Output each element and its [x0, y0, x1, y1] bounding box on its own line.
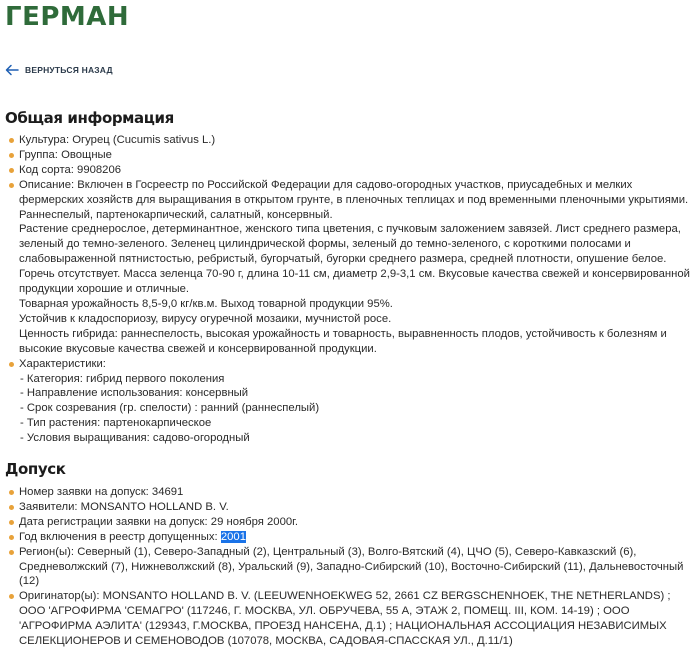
description-para: Устойчив к кладоспориозу, вирусу огуречной мозаики, мучнистой росе.: [19, 312, 392, 325]
list-item: [0, 357, 694, 446]
region-name: Восточно-Сибирский (11): [450, 560, 583, 573]
description-para: Растение среднерослое, детерминантное, женского типа цветения, с пучковым заложением завязей. Лист среднего размера, зеленый до темно-зеленого. Зеленец цилиндрической формы, зеленый до темно-зеленого, с короткими полосами и слабовыраженной пятнистостью, ребристый, бугорчатый, бугорки среднего размера, средней плотности, опушение белое. Горечь отсутствует. Масса зеленца 70-90 г, длина 10-11 см, диаметр 2,9-3,1 см. Вкусовые качества свежей и консервированной продукции хорошие и отличные.: [19, 223, 690, 296]
list-item: [0, 515, 694, 530]
list-item: [0, 530, 694, 545]
back-link-label: ВЕРНУТЬСЯ НАЗАД: [25, 65, 113, 75]
region-name: Северный (1): [77, 545, 148, 558]
registration-date-text: Дата регистрации заявки на допуск: 29 ноября 2000г.: [19, 515, 299, 528]
characteristic-item: - Условия выращивания: садово-огородный: [20, 432, 250, 445]
page-title: ГЕРМАН: [5, 2, 130, 32]
characteristic-item: - Категория: гибрид первого поколения: [20, 372, 225, 385]
originators-text: Оригинатор(ы): MONSANTO HOLLAND B. V. (LEEUWENHOEKWEG 52, 2661 CZ BERGSCHENHOEK, THE NETHERLANDS) ; ООО 'АГРОФИРМА 'СЕМАГРО' (117246, Г. МОСКВА, УЛ. ОБРУЧЕВА, 55 А, ЭТАЖ 2, ПОМЕЩ. III, КОМ. 14-19) ; ООО 'АГРОФИРМА АЭЛИТА' (129343, Г.МОСКВА, ПРОЕЗД НАНСЕНА, Д.1) ; НАЦИОНАЛЬНАЯ АССОЦИАЦИЯ НЕЗАВИСИМЫХ СЕЛЕКЦИОНЕРОВ И СЕМЕНОВОДОВ (107078, МОСКВА, САДОВАЯ-СПАССКАЯ УЛ., Д.11/1): [19, 590, 671, 648]
regions-label: Регион(ы):: [19, 545, 78, 558]
list-item: [0, 178, 694, 357]
region-name: Уральский (9): [238, 560, 311, 573]
description-para: Товарная урожайность 8,5-9,0 кг/кв.м. Выход товарной продукции 95%.: [19, 297, 393, 310]
region-name: Дальневосточный (12): [19, 560, 684, 588]
region-name: ЦЧО (5): [467, 545, 509, 558]
list-item: [0, 485, 694, 500]
list-item: [0, 133, 694, 148]
description-para: Раннеспелый, партенокарпический, салатный, консервный.: [19, 208, 333, 221]
admission-heading: Допуск: [5, 460, 66, 478]
group-text: Группа: Овощные: [19, 148, 112, 161]
back-link[interactable]: [5, 64, 113, 76]
description-para: Ценность гибрида: раннеспелость, высокая урожайность и товарность, выравненность плодов, устойчивость к болезням и высокие вкусовые качества свежей и консервированной продукции.: [19, 327, 667, 355]
culture-text: Культура: Огурец (Cucumis sativus L.): [19, 134, 216, 146]
application-number-text: Номер заявки на допуск: 34691: [19, 486, 184, 498]
description-para: Описание: Включен в Госреестр по Российской Федерации для садово-огородных участков, приусадебных и мелких фермерских хозяйств для выращивания в открытом грунте, в пленочных теплицах и под временными пленочными укрытиями.: [19, 178, 689, 206]
general-info-heading: Общая информация: [5, 109, 174, 127]
list-item: [0, 148, 694, 163]
region-name: Северо-Западный (2): [153, 545, 267, 558]
region-name: Нижневолжский (8): [131, 560, 232, 573]
year-value-selected[interactable]: 2001: [220, 530, 246, 543]
characteristic-item: - Тип растения: партенокарпическое: [20, 417, 212, 430]
region-name: Волго-Вятский (4): [367, 545, 461, 558]
list-item: [0, 163, 694, 178]
characteristics-label: Характеристики:: [19, 357, 106, 370]
general-info-list: [0, 133, 694, 446]
list-item: Регион(ы): Северный (1), Северо-Западный (2), Центральный (3), Волго-Вятский (4), ЦЧО (5), Северо-Кавказский (6), Средневолжский (7), Нижневолжский (8), Уральский (9), Западно-Сибирский (10), Восточно-Сибирский (11), Дальневосточный (12): [0, 545, 694, 590]
region-name: Западно-Сибирский (10): [316, 560, 445, 573]
admission-list: [0, 485, 694, 649]
characteristic-item: - Срок созревания (гр. спелости) : ранний (раннеспелый): [20, 402, 320, 415]
arrow-left-icon: [5, 64, 19, 76]
characteristic-item: - Направление использования: консервный: [20, 387, 249, 400]
applicants-text: Заявители: MONSANTO HOLLAND B. V.: [19, 500, 229, 513]
list-item: [0, 589, 694, 649]
region-name: Центральный (3): [272, 545, 362, 558]
region-name: Средневолжский (7): [19, 560, 125, 573]
year-label: Год включения в реестр допущенных:: [19, 530, 221, 543]
region-name: Северо-Кавказский (6): [514, 545, 634, 558]
list-item: [0, 500, 694, 515]
code-text: Код сорта: 9908206: [19, 163, 122, 176]
